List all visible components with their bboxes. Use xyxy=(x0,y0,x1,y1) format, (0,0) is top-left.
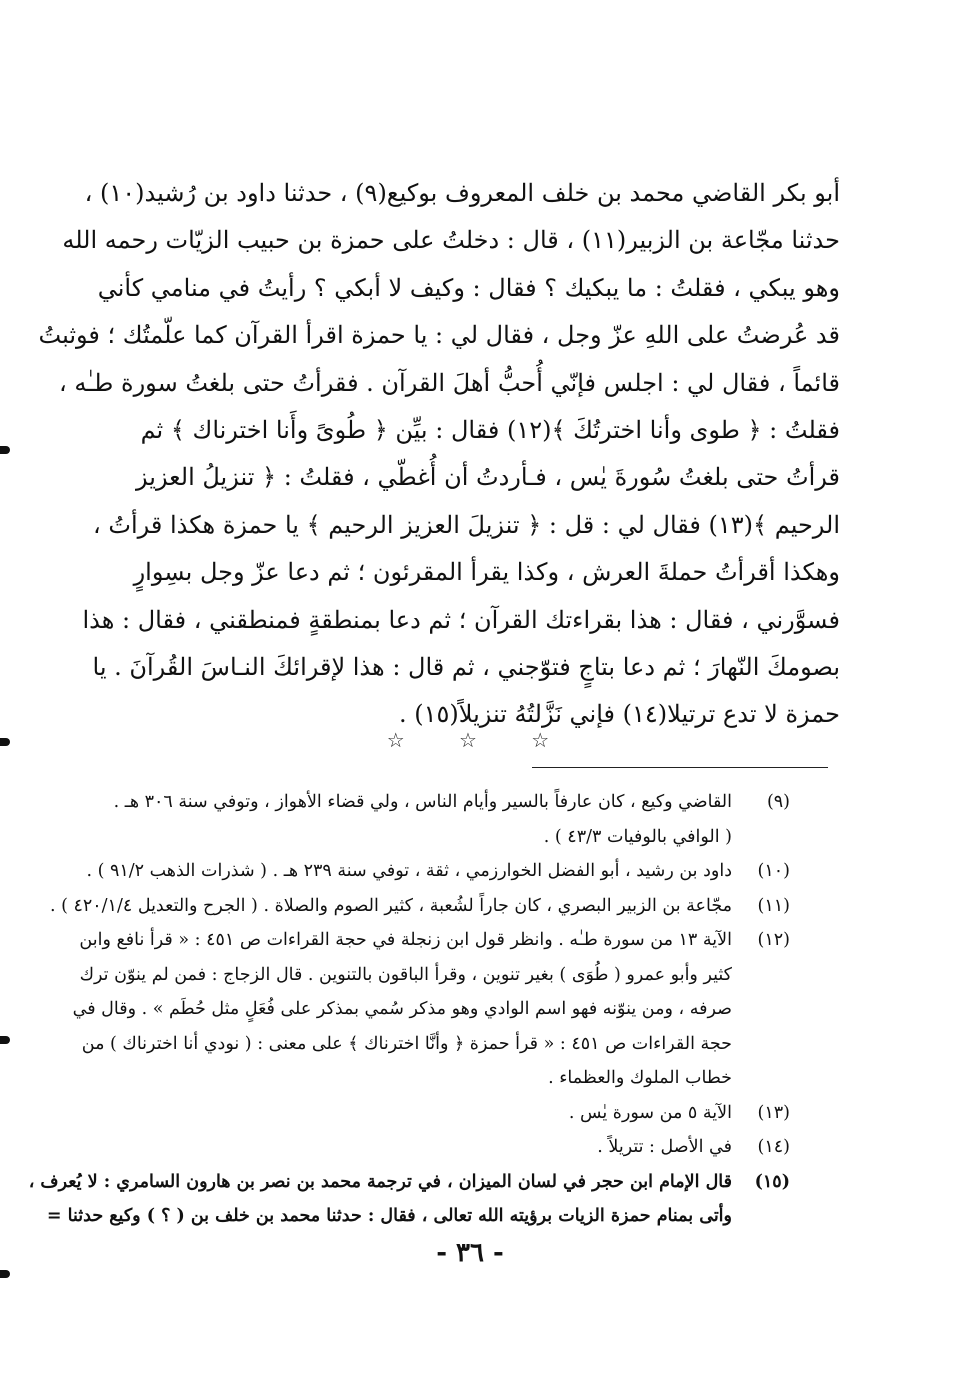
footnote xyxy=(28,1165,790,1234)
footnote-number: (١٢) xyxy=(757,930,790,950)
footnote-line: ( الوافي بالوفيات ٤٣/٣ ) . xyxy=(543,826,732,847)
text-line: أبو بكر القاضي محمد بن خلف المعروف بوكيع(٩) ، حدثنا داود بن رُشيد(١٠) ، xyxy=(84,179,840,207)
text-line: حدثنا مجّاعة بن الزبير(١١) ، قال : دخلتُ على حمزة بن حبيب الزيّات رحمه الله xyxy=(62,226,840,255)
footnote-line: في الأصل : تتريلاً . xyxy=(597,1137,732,1157)
main-text-block xyxy=(38,170,840,739)
footnote xyxy=(110,1096,790,1131)
scan-edge-mark xyxy=(0,1270,10,1278)
footnote xyxy=(49,889,790,924)
footnote-line: قال الإمام ابن حجر في لسان الميزان ، في ترجمة محمد بن نصر بن هارون السامري : لا يُعرف ، xyxy=(28,1171,732,1192)
scan-edge-mark xyxy=(0,1036,10,1044)
text-line: قائماً ، فقال لي : اجلس فإنّي أُحبُّ أهلَ القرآن . فقرأتُ حتى بلغتُ سورة طـٰه ، xyxy=(59,368,840,397)
scan-edge-mark xyxy=(0,446,10,454)
text-line: فسوَّرني ، فقال : هذا بقراءتك القرآن ؛ ثم دعا بمنطقةٍ فمنطقني ، فقال : هذا xyxy=(82,605,840,634)
footnote-line: صرفه ، ومن ينوّنه فهو اسم الوادي وهو مذكر سُمي بمذكر على فُعَلٍ مثل حُطَم » . وقال في xyxy=(72,999,732,1019)
footnotes-section xyxy=(28,785,790,1234)
footnote-line: مجّاعة بن الزبير البصري ، كان جاراً لشُعبة ، كثير الصوم والصلاة . ( الجرح والتعديل ٤٢٠/١/٤ ) . xyxy=(49,895,732,916)
text-line: حمزة لا تدع ترتيلا(١٤) فإني نَزَّلتُهُ تنزيلاً(١٥) . xyxy=(398,700,840,729)
footnote xyxy=(110,785,790,854)
scan-edge-mark xyxy=(0,738,10,746)
footnote-line: الآية ٥ من سورة يٰس . xyxy=(568,1102,732,1123)
footnote-number: (١٥) xyxy=(754,1171,790,1192)
footnote-line: حجة القراءات ص ٤٥١ : « قرأ حمزة ﴿ وأنَّا اخترناك ﴾ على معنى : ( نودي أنا اخترناك ) من xyxy=(81,1033,732,1054)
footnote-number: (١٤) xyxy=(757,1137,790,1157)
footnote-line: خطاب الملوك والعظماء . xyxy=(548,1068,732,1088)
text-line: قرأتُ حتى بلغتُ سُورةَ يٰس ، فـأردتُ أن أُغطّي ، فقلتُ : ﴿ تنزيلُ العزيز xyxy=(136,463,840,492)
footnote xyxy=(86,854,790,889)
page-number: - ٣٦ - xyxy=(436,1238,504,1268)
footnote-line: الآية ١٣ من سورة طـٰه . وانظر قول ابن زنجلة في حجة القراءات ص ٤٥١ : « قرأ نافع وابن xyxy=(79,930,732,950)
footnote-number: (١١) xyxy=(757,895,790,916)
footnote-number: (١٠) xyxy=(757,861,790,881)
text-line: فقلتُ : ﴿ طوى وأنا اخترتُكَ ﴾(١٢) فقال : بيِّن ﴿ طُوىً وأَنا اخترناك ﴾ ثم xyxy=(140,416,840,445)
text-line: وهو يبكي ، فقلتُ : ما يبكيك ؟ فقال : وكيف لا أبكي ؟ رأيتُ في منامي كأني xyxy=(97,273,840,302)
text-line: وهكذا أقرأتُ حملةَ العرش ، وكذا يقرأ المقرئون ؛ ثم دعا عزّ وجل بسِوارٍ xyxy=(133,558,840,587)
text-line: الرحيم ﴾(١٣) فقال لي : قل : ﴿ تنزيلَ العزيز الرحيم ﴾ يا حمزة هكذا قرأتُ ، xyxy=(93,510,840,539)
footnote-number: (٩) xyxy=(766,792,790,812)
text-line: قد عُرضتُ على اللهِ عزّ وجل ، فقال لي : يا حمزة اقرأ القرآن كما علّمتُك ؛ فوثبتُ xyxy=(38,321,840,350)
footnote-line: وأتى بمنام حمزة الزيات برؤيته الله تعالى ، فقال : حدثنا محمد بن خلف بن ( ؟ ) وكيع حدثنا = xyxy=(46,1206,732,1226)
text-line: بصومكَ النّهارَ ؛ ثم دعا بتاجٍ فتوّجني ، ثم قال : هذا لإقرائكَ النـاسَ القُرآنَ . يا xyxy=(92,653,840,682)
section-separator-stars: ☆ ☆ ☆ xyxy=(386,728,574,752)
footnote-line: كثير وأبو عمرو ( طُوَى ) بغير تنوين ، وقرأ الباقون بالتنوين . قال الزجاج : فمن لم ينوّن ترك xyxy=(79,964,732,985)
footnote-line: داود بن رشيد ، أبو الفضل الخوارزمي ، ثقة ، توفي سنة ٢٣٩ هـ . ( شذرات الذهب ٩١/٢ ) . xyxy=(86,861,732,881)
footnote-divider xyxy=(532,767,828,768)
footnote-number: (١٣) xyxy=(757,1102,790,1123)
footnote xyxy=(110,1130,790,1165)
footnote xyxy=(72,923,790,1096)
footnote-line: القاضي وكيع ، كان عارفاً بالسير وأيام الناس ، ولي قضاء الأهواز ، وتوفي سنة ٣٠٦ هـ . xyxy=(113,792,732,812)
